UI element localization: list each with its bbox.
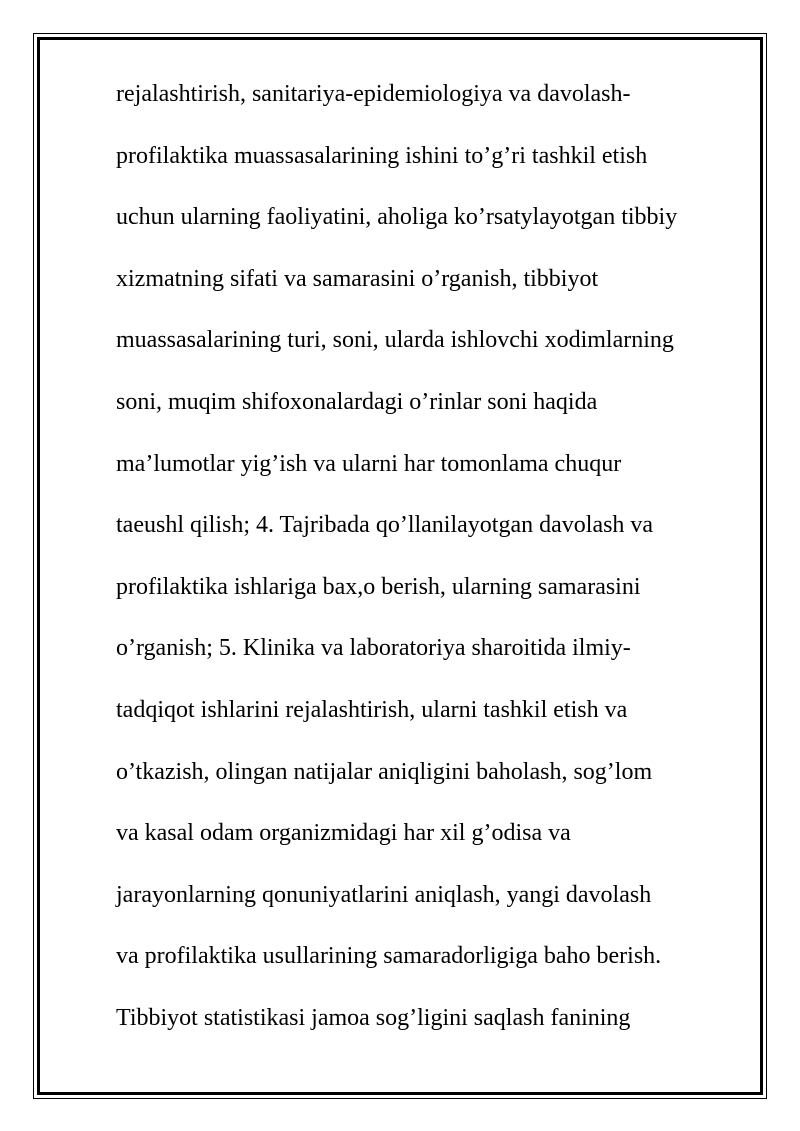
text-line: o’rganish; 5. Klinika va laboratoriya sharoitida ilmiy-	[116, 635, 631, 662]
text-line: tadqiqot ishlarini rejalashtirish, ularni tashkil etish va	[116, 696, 628, 723]
text-line: profilaktika muassasalarining ishini to’g’ri tashkil etish	[116, 142, 648, 169]
text-line: jarayonlarning qonuniyatlarini aniqlash, yangi davolash	[116, 881, 652, 908]
body-text	[116, 64, 756, 1050]
text-line: xizmatning sifati va samarasini o’rganish, tibbiyot	[116, 265, 599, 292]
text-line: uchun ularning faoliyatini, aholiga ko’rsatylayotgan tibbiy	[116, 204, 678, 231]
text-line: Tibbiyot statistikasi jamoa sog’ligini saqlash fanining	[116, 1004, 631, 1031]
text-line: muassasalarining turi, soni, ularda ishlovchi xodimlarning	[116, 327, 674, 354]
text-line: ma’lumotlar yig’ish va ularni har tomonlama chuqur	[116, 450, 622, 477]
text-line: taeushl qilish; 4. Tajribada qo’llanilayotgan davolash va	[116, 512, 654, 539]
text-line: o’tkazish, olingan natijalar aniqligini baholash, sog’lom	[116, 758, 653, 785]
text-line: profilaktika ishlariga bax,o berish, ularning samarasini	[116, 573, 641, 600]
text-line: rejalashtirish, sanitariya-epidemiologiya va davolash-	[116, 81, 631, 107]
text-line: soni, muqim shifoxonalardagi o’rinlar soni haqida	[116, 388, 598, 415]
text-line: va profilaktika usullarining samaradorligiga baho berish.	[116, 943, 662, 970]
text-line: va kasal odam organizmidagi har xil g’odisa va	[116, 820, 571, 847]
